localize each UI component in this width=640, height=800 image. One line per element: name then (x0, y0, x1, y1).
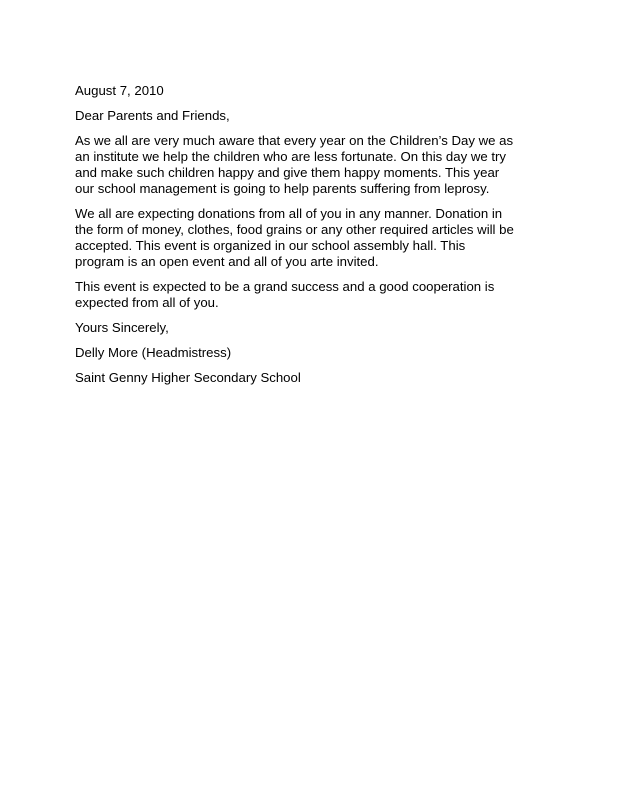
paragraph-line: and make such children happy and give them happy moments. This year (75, 165, 500, 180)
paragraph-line: program is an open event and all of you arte invited. (75, 254, 379, 269)
letter-salutation: Dear Parents and Friends, (75, 108, 230, 123)
spacer (75, 99, 570, 108)
paragraph-line: an institute we help the children who are less fortunate. On this day we try (75, 149, 507, 164)
paragraph-line: expected from all of you. (75, 295, 219, 310)
letter-body (75, 83, 570, 386)
letter-signatory: Delly More (Headmistress) (75, 345, 232, 360)
paragraph-line: accepted. This event is organized in our school assembly hall. This (75, 238, 466, 253)
spacer (75, 197, 570, 206)
spacer (75, 361, 570, 370)
letter-school-name: Saint Genny Higher Secondary School (75, 370, 301, 385)
paragraph-2 (75, 206, 570, 270)
paragraph-line: We all are expecting donations from all of you in any manner. Donation in (75, 206, 503, 221)
spacer (75, 336, 570, 345)
paragraph-line: the form of money, clothes, food grains or any other required articles will be (75, 222, 514, 237)
paragraph-line: our school management is going to help parents suffering from leprosy. (75, 181, 490, 196)
paragraph-line: This event is expected to be a grand success and a good cooperation is (75, 279, 495, 294)
letter-closing: Yours Sincerely, (75, 320, 169, 335)
paragraph-3 (75, 279, 570, 311)
spacer (75, 124, 570, 133)
paragraph-1 (75, 133, 570, 197)
letter-date: August 7, 2010 (75, 83, 164, 98)
paragraph-line: As we all are very much aware that every year on the Children’s Day we as (75, 133, 514, 148)
spacer (75, 311, 570, 320)
spacer (75, 270, 570, 279)
